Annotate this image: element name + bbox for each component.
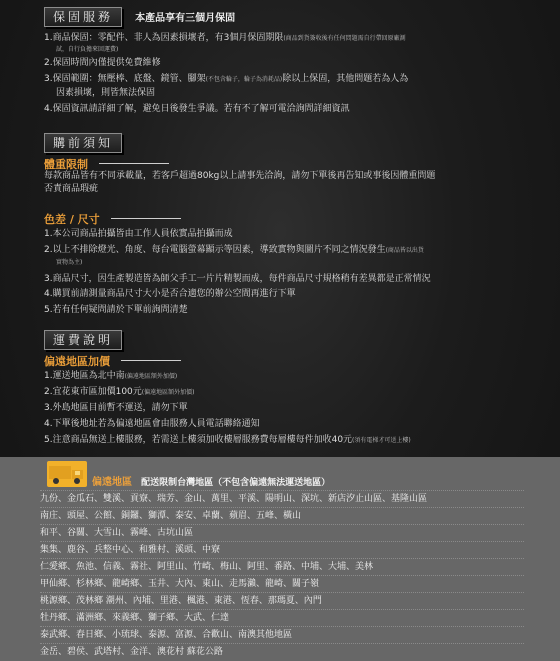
- remote-areas-title: 偏遠地區: [92, 477, 132, 488]
- list-item: 桃源鄉、茂林鄉 潮州、內埔、里港、楓港、東港、恆春、那瑪夏、內門: [40, 592, 524, 610]
- color-heading-row: [44, 208, 181, 227]
- remote-heading: 偏遠地區加價: [44, 355, 110, 368]
- shipping-item-5: 5.注意商品無送上樓服務，若需送上樓須加收樓層服務費每層樓每件加收40元(須有電梯才可送上樓): [44, 435, 411, 445]
- remote-areas-header: [92, 470, 330, 489]
- purchase-title: 購前須知: [44, 133, 122, 153]
- list-item: 仁愛鄉、魚池、信義、霧社、阿里山、竹崎、梅山、阿里、番路、中埔、大埔、美林: [40, 558, 524, 576]
- warranty-item-3: 3.保固範圍：無壓棒、底盤、鏡管、腳架(不包含輪子，輪子為消耗品)除以上保固，其他問題若為人為: [44, 74, 409, 84]
- warranty-item-1: 1.商品保固：零配件、非人為因素損壞者，有3個月保固期限(商品到貨簽收後有任何問題需自行帶回原廠測: [44, 33, 406, 43]
- color-heading: 色差 / 尺寸: [44, 213, 100, 226]
- color-item-4: 4.購買前請測量商品尺寸大小是否合適您的辦公空間再進行下單: [44, 289, 296, 299]
- shipping-title-wrap: [44, 329, 122, 350]
- list-item: 金岳、碧侯、武塔村、金洋、澳花村 蘇花公路: [40, 643, 524, 661]
- color-item-3: 3.商品尺寸，因生產製造皆為師父手工一片片精製而成，每件商品尺寸規格稍有差異都是正常情況: [44, 274, 431, 284]
- remote-heading-row: [44, 350, 181, 369]
- color-item-2-cont: 實物為主): [56, 259, 83, 266]
- warranty-item-2: 2.保固時間內僅提供免費維修: [44, 58, 161, 68]
- list-item: 甲仙鄉、杉林鄉、龍崎鄉、玉井、大內、東山、走馬瀨、龍崎、關子嶺: [40, 575, 524, 593]
- shipping-item-3: 3.外島地區目前暫不運送，請勿下單: [44, 403, 188, 413]
- list-item: 牡丹鄉、滿洲鄉、來義鄉、獅子鄉、大武、仁達: [40, 609, 524, 627]
- shipping-item-4: 4.下單後地址若為偏遠地區會由服務人員電話聯絡通知: [44, 419, 260, 429]
- purchase-title-wrap: [44, 132, 122, 153]
- shipping-item-1: 1.運送地區為北中南(偏遠地區額外加價): [44, 371, 178, 381]
- weight-text-2: 否責商品瑕疵: [44, 184, 99, 194]
- warranty-title: 保固服務: [44, 7, 122, 27]
- remote-rule: [121, 360, 181, 361]
- weight-text-1: 每款商品皆有不同承載量，若客戶超過80kg以上請事先洽詢，請勿下單後再告知或事後因體重問題: [44, 171, 436, 181]
- remote-areas-subtitle: 配送限制台灣地區（不包含偏遠無法運送地區）: [141, 478, 331, 488]
- list-item: 集集、鹿谷、兵整中心、和雅村、溪頭、中寮: [40, 541, 524, 559]
- warranty-item-4: 4.保固資訊請詳細了解，避免日後發生爭議。若有不了解可電洽詢問詳細資訊: [44, 104, 350, 114]
- list-item: 南庄、頭屋、公館、銅鑼、獅潭、泰安、卓蘭、蘋眉、五峰、橫山: [40, 507, 524, 525]
- warranty-item-1-cont: 試，自行負擔來回運費): [56, 46, 119, 53]
- truck-icon: [47, 461, 87, 487]
- shipping-title: 運費說明: [44, 330, 122, 350]
- shipping-item-2: 2.宜花東市區加價100元(偏遠地區額外加價): [44, 387, 195, 397]
- list-item: 和平、谷關、大雪山、霧峰、古坑山區: [40, 524, 524, 542]
- warranty-item-3-cont: 因素損壞，則皆無法保固: [56, 88, 156, 98]
- list-item: 九份、金瓜石、雙溪、貢寮、瑞芳、金山、萬里、平溪、陽明山、深坑、新店汐止山區、基隆山區: [40, 490, 524, 508]
- color-item-5: 5.若有任何疑問請於下單前詢問清楚: [44, 305, 188, 315]
- weight-heading: 體重限制: [44, 158, 88, 171]
- warranty-headline: 本產品享有三個月保固: [135, 13, 236, 24]
- color-item-1: 1.本公司商品拍攝皆由工作人員依實品拍攝而成: [44, 229, 233, 239]
- color-item-2: 2.以上不排除燈光、角度、每台電腦螢幕顯示等因素，導致實物與圖片不同之情況發生(商品皆以出貨: [44, 245, 424, 255]
- weight-rule: [99, 163, 169, 164]
- list-item: 泰武鄉、春日鄉、小琉球、泰源、富源、合歡山、南澳其他地區: [40, 626, 524, 644]
- color-rule: [111, 218, 181, 219]
